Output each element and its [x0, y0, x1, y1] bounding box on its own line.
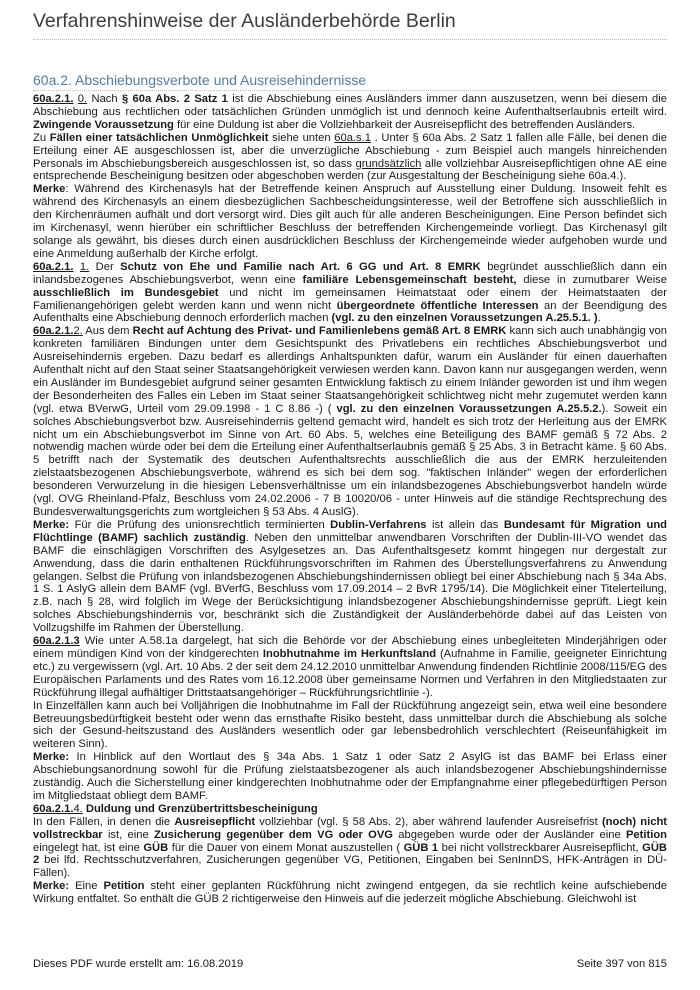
bold-text: vgl. zu den einzelnen Voraussetzungen A.25.5.2.: [336, 402, 602, 415]
bold-text: Petition: [625, 828, 667, 841]
bold-text: Merke: [33, 183, 66, 196]
bold-text: GÜB: [143, 841, 169, 854]
text-run: vollziehbar (vgl. § 58 Abs. 2), aber während laufender Ausreisefrist: [255, 815, 602, 828]
text-run: In den Fällen, in denen die: [33, 815, 175, 828]
link-text[interactable]: 60a.s.1: [334, 131, 371, 144]
section-number[interactable]: 60a.2.1.: [33, 802, 74, 815]
paragraph: [33, 880, 667, 906]
paragraph: [33, 183, 667, 260]
link-text[interactable]: 1.: [79, 260, 90, 273]
text-run: begründet ausschließlich dann ein inlandsbezogenes Abschiebungsverbot, wenn eine: [33, 260, 668, 286]
text-run: Nach: [87, 93, 122, 105]
text-run: steht einer geplanten Rückführung nicht zwingend entgegen, da sie rechtlich keine aufschiebende Wirkung entfaltet. So enthält die GÜB 2 richtigerweise den Hinweis auf die jederzeit mögliche Abschiebung. Gleichwohl ist: [33, 880, 667, 906]
text-run: siehe unten: [268, 131, 335, 144]
bold-text: Ausreisepflicht: [174, 815, 256, 828]
text-run: Zu: [33, 131, 50, 144]
text-run: . Neben den unmittelbar anwendbaren Vorschriften der Dublin-III-VO wendet das BAMF die einschlägigen Vorschriften des Asylgesetzes an. Das Aufenthaltsgesetz kommt hingegen nur dergestalt zur Anwendung, dass die darin enthaltenen Rückführungsvorschriften im Rahmen des Überstellungsverfahrens zu Anwendung gelangen. Selbst die Prüfung von inlandsbezogenen Abschiebungshindernissen obliegt bei einer Abschiebung nach § 34a Abs. 1 S. 1 AslyG allein dem BAMF (vgl. BVerfG, Beschluss vom 17.09.2014 – 2 BvR 1795/14). Die Möglichkeit einer Titelerteilung, z.B. nach § 28, wird folglich im Wege der Berücksichtigung inlandsbezogener Abschiebungshindernisse geprüft. Liegt kein solches Abschiebungshindernis vor, beschränkt sich die Zuständigkeit der Ausländerbehörde dabei auf das Leisten von Vollzugshilfe im Rahmen der Überstellung.: [33, 531, 667, 635]
text-run: kann sich auch unabhängig von konkreten familiären Bindungen unter dem Gesichtspunkt des Privatlebens ein rechtliches Abschiebungsverbot und Ausreisehindernis ergeben. Dazu bedarf es allerdings Anhaltspunkten dafür, warum ein Ausländer für einen dauerhaften Aufenthalt nicht auf den Staat seiner Staatsangehörigkeit verwiesen werden kann. Davon kann nur ausgegangen werden, wenn ein Ausländer im Bundesgebiet aufgrund seiner gesamten Entwicklung faktisch zu einem Inländer geworden ist und ihm wegen der Besonderheiten des Falles ein Leben im Staat seiner Staatsangehörigkeit schlichtweg nicht mehr zugemutet werden kann (vgl. etwa BVerwG, Urteil vom 29.09.1998 - 1 C 8.86 -) (: [33, 325, 668, 415]
text-run: ist allein das: [426, 518, 504, 531]
section-number[interactable]: 60a.2.1.: [33, 325, 74, 338]
text-run: eingelegt hat, ist eine: [33, 841, 144, 854]
paragraph: [33, 132, 667, 184]
paragraph: [33, 325, 667, 519]
text-run: bei lfd. Rechtsschutzverfahren, Zusicherungen gegenüber VG, Petitionen, Eingaben bei SenInnDS, HFK-Anträgen in DÜ-Fällen).: [33, 854, 667, 880]
bold-text: Inobhutnahme im Herkunftsland: [262, 647, 437, 660]
paragraph: [33, 700, 667, 752]
text-run: ). Soweit ein solches Abschiebungsverbot bzw. Ausreisehindernis geltend gemacht wird, handelt es sich trotz der Herleitung aus der EMRK nicht um ein Abschiebungsverbot im Sinne von Art. 60 Abs. 5, welches eine Beteiligung des BAMF gemäß § 72 Abs. 2 notwendig machen würde oder bei dem die Erteilung einer Aufenthaltserlaubnis gemäß § 25 Abs. 3 in Betracht käme. § 60 Abs. 5 betrifft nach der Systematik des deutschen Aufenthaltsrechts ausschließlich die aus der EMRK herzuleitenden zielstaatsbezogenen Abschiebungsverbote, während es sich bei dem sog. "faktischen Inländer" wegen der erforderlichen besonderen Verwurzelung in die hiesigen Lebensverhältnisse um ein inlandsbezogenes Abschiebungsverbot handeln würde (vgl. OVG Rheinland-Pfalz, Beschluss vom 24.02.2006 - 7 B 10020/06 - unter Hinweis auf die ständige Rechtsprechung des Bundesverwaltungsgerichts zum wortgleichen § 53 Abs. 4 AuslG).: [33, 402, 668, 518]
document-header-title: Verfahrenshinweise der Ausländerbehörde Berlin: [33, 10, 667, 40]
bold-text: (noch) nicht vollstreckbar: [33, 815, 667, 841]
bold-text: Bundesamt für Migration und Flüchtlinge (BAMF) sachlich zuständig: [33, 518, 667, 544]
text-run: Wie unter A.58.1a dargelegt, hat sich die Behörde vor der Abschiebung eines unbegleiteten Minderjährigen oder einem mündigen Kind von der kindgerechten: [33, 635, 667, 660]
text-run: und nicht im gemeinsamen Heimatstaat oder einem der Heimatstaaten der Familienangehörigen gelebt werden kann und wenn nicht: [33, 286, 668, 312]
text-run: Der: [89, 260, 121, 273]
paragraph: [33, 93, 667, 132]
document-body: [33, 93, 667, 906]
text-run: In Einzelfällen kann auch bei Volljährigen die Inobhutnahme im Fall der Rückführung angezeigt sein, etwa weil eine besondere Betreuungsbedürftigkeit besteht oder wenn das ernsthafte Risiko besteht, dass unmittelbar durch die Abschiebung als solche sich der Gesund-heitszustand des Ausländers wesentlich oder gar lebensbedrohlich verschlechtert (Reiseunfähigkeit im weiteren Sinn).: [33, 699, 667, 751]
bold-text: Zusicherung gegenüber dem VG oder OVG: [153, 828, 394, 841]
text-run: an der Beendigung des Aufenthalts eine Abschiebung dennoch erforderlich machen: [33, 299, 667, 325]
text-run: ist, eine: [102, 828, 154, 841]
bold-text: Petition: [103, 880, 145, 893]
text-run: In Hinblick auf den Wortlaut des § 34a Abs. 1 Satz 1 oder Satz 2 AsylG ist das BAMF bei Erlass einer Abschiebungsanordnung sowohl für die Prüfung zielstaatsbezogener als auch inlandsbezogener Abschiebungshindernisse zuständig. Auch die Sicherstellung einer kindgerechten Inobhutnahme oder der Empfangnahme einer pflegebedürftigen Person im Mitgliedstaat obliegt dem BAMF.: [33, 751, 667, 802]
link-text[interactable]: 0.: [77, 93, 88, 105]
bold-text: übergeordnete öffentliche Interessen: [336, 299, 539, 312]
bold-text: Dublin-Verfahrens: [330, 518, 427, 531]
bold-text: ausschließlich im Bundesgebiet: [33, 286, 219, 299]
paragraph: [33, 635, 667, 700]
footer-page-number: Seite 397 von 815: [576, 958, 667, 970]
text-run: Aus dem: [82, 325, 133, 338]
paragraph: [33, 816, 667, 881]
text-run: diese in zumutbarer Weise: [516, 273, 667, 286]
bold-text: Merke:: [33, 751, 70, 764]
bold-text: (vgl. zu den einzelnen Voraussetzungen A.25.5.1. ): [331, 312, 598, 325]
text-run: ist die Abschiebung eines Ausländers immer dann auszusetzen, wenn bei diesem die Abschiebung aus rechtlichen oder tatsächlichen Gründen unmöglich ist und dennoch keine Aufenthaltserlaubnis erteilt wird.: [33, 93, 667, 118]
link-text[interactable]: 2.: [73, 325, 83, 338]
link-text[interactable]: 4.: [73, 802, 83, 815]
bold-text: GÜB 1: [403, 841, 439, 854]
link-text[interactable]: grundsätzlich: [355, 157, 422, 170]
paragraph: [33, 519, 667, 635]
section-number[interactable]: 60a.2.1.: [33, 93, 74, 105]
bold-text: Recht auf Achtung des Privat- und Familienlebens gemäß Art. 8 EMRK: [132, 325, 507, 338]
text-run: für die Dauer von einem Monat auszustellen (: [168, 841, 404, 854]
text-run: für eine Duldung ist aber die Vollziehbarkeit der Ausreisepflicht des betreffenden Ausländers.: [173, 118, 636, 131]
bold-text: Schutz von Ehe und Familie nach Art. 6 GG und Art. 8 EMRK: [120, 260, 481, 273]
section-heading[interactable]: 60a.2. Abschiebungsverbote und Ausreisehindernisse: [33, 72, 667, 91]
paragraph: [33, 751, 667, 803]
text-run: Für die Prüfung des unionsrechtlich terminierten: [69, 518, 331, 531]
text-run: (Aufnahme in Familie, geeigneter Einrichtung etc.) zu vergewissern (vgl. Art. 10 Abs. 2 der seit dem 24.12.2010 unmittelbar Anwendung findenden Richtlinie 2008/115/EG des Europäischen Parlaments und des Rates vom 16.12.2008 über gemeinsame Normen und Verfahren in den Mitgliedstaaten zur Rückführung illegal aufhältiger Drittstaatsangehöriger – Rückführungsrichtlinie -).: [33, 647, 667, 699]
text-run: : Während des Kirchenasyls hat der Betreffende keinen Anspruch auf Ausstellung einer Duldung. Insoweit fehlt es während des Kirchenasyls an einem diesbezüglichen Sachbescheidungsinteresse, weil der Betroffene sich ausschließlich in den Kirchenräumen aufhält und dort versorgt wird. Dies gilt auch für alle anderen Bescheinigungen. Eine Person befindet sich im Kirchenasyl, wenn hierüber ein schriftlicher Beschluss der betreffenden Kirchengemeinde vorliegt. Das Kirchenasyl gilt solange als gewährt, bis dieses durch einen ausdrücklichen Beschluss der Kirchengemeinde wieder aufgehoben wurde und eine Anmeldung außerhalb der Kirche erfolgt.: [33, 183, 667, 260]
text-run: .: [597, 312, 601, 325]
bold-text: familiäre Lebensgemeinschaft besteht,: [302, 273, 517, 286]
text-run: bei nicht vollstreckbarer Ausreisepflicht,: [438, 841, 643, 854]
bold-text: § 60a Abs. 2 Satz 1: [121, 93, 228, 105]
paragraph: [33, 261, 667, 326]
bold-text: Zwingende Voraussetzung: [33, 118, 174, 131]
text-run: alle vollziehbar Ausreisepflichtigen ohne AE eine entsprechende Bescheinigung besitzen oder abgeschoben werden (zur Ausgestaltung der Bescheinigung siehe 60a.4.).: [33, 157, 667, 183]
text-run: Eine: [69, 880, 104, 893]
section-number[interactable]: 60a.2.1.3: [33, 635, 80, 648]
bold-text: Duldung und Grenzübertrittsbescheinigung: [85, 802, 318, 815]
bold-text: Merke:: [33, 880, 70, 893]
page-footer: [33, 958, 667, 970]
text-run: abgegeben wurde oder der Ausländer eine: [393, 828, 626, 841]
footer-created-date: Dieses PDF wurde erstellt am: 16.08.2019: [33, 958, 244, 970]
section-number[interactable]: 60a.2.1.: [33, 260, 74, 273]
bold-text: Fällen einer tatsächlichen Unmöglichkeit: [49, 131, 269, 144]
paragraph: [33, 803, 667, 816]
bold-text: Merke:: [33, 518, 70, 531]
text-run: . Unter § 60a Abs. 2 Satz 1 fallen alle Fälle, bei denen die Erteilung einer AE ausgeschlossen ist, aber die unverzügliche Abschiebung - zum Beispiel auch mangels hinreichenden Personals im Abschiebungsbereich ausgeschlossen ist, so dass: [33, 131, 667, 170]
bold-text: GÜB 2: [33, 841, 667, 867]
